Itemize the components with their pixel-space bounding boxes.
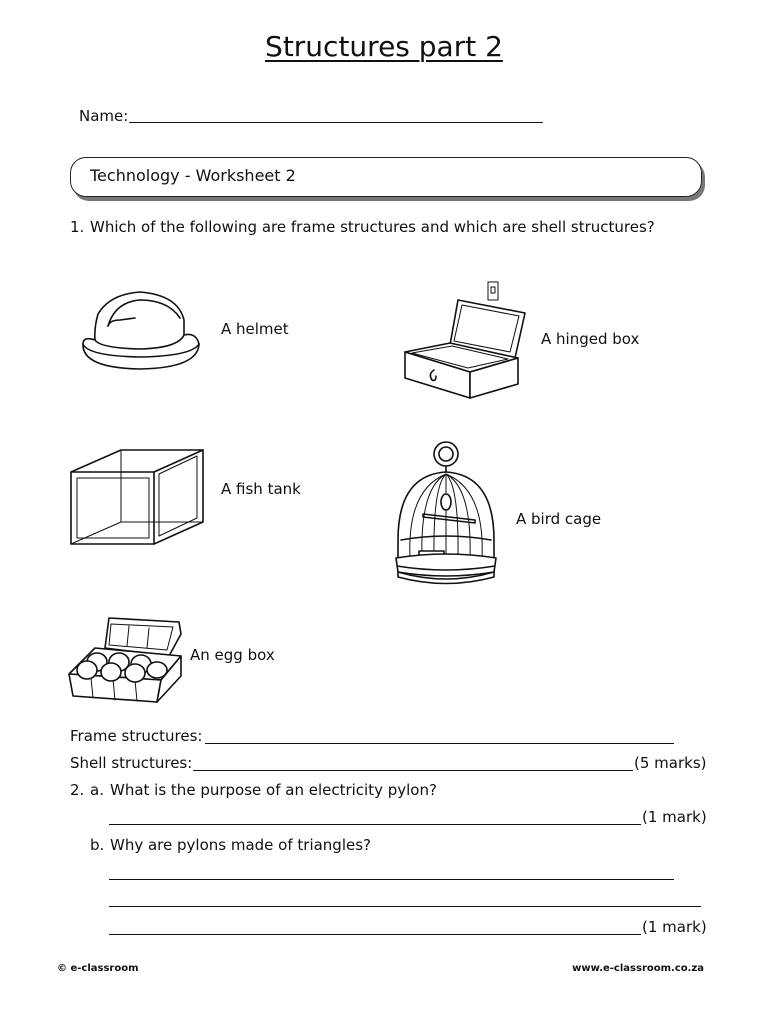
helmet-icon xyxy=(80,290,202,372)
frame-structures-label: Frame structures: xyxy=(70,727,203,745)
name-field[interactable] xyxy=(129,122,543,123)
bird-cage-icon xyxy=(393,440,499,590)
name-label: Name: xyxy=(79,107,129,125)
egg-box-label: An egg box xyxy=(190,646,275,664)
q2a-answer-line[interactable] xyxy=(109,824,641,825)
hinged-box-label: A hinged box xyxy=(541,330,640,348)
q2b-letter: b. xyxy=(90,836,105,854)
shell-structures-answer-line[interactable] xyxy=(193,770,633,771)
frame-structures-answer-line[interactable] xyxy=(205,743,674,744)
q2b-answer-line-1[interactable] xyxy=(109,879,674,880)
fish-tank-icon xyxy=(69,448,206,546)
q2b-answer-line-3[interactable] xyxy=(109,934,641,935)
q1-marks: (5 marks) xyxy=(634,754,707,772)
footer-website: www.e-classroom.co.za xyxy=(572,963,704,974)
footer-copyright: © e-classroom xyxy=(57,963,139,974)
q2b-marks: (1 mark) xyxy=(642,918,707,936)
q2b-text: Why are pylons made of triangles? xyxy=(110,836,371,854)
q2-number: 2. xyxy=(70,781,85,799)
egg-box-icon xyxy=(67,612,185,704)
helmet-label: A helmet xyxy=(221,320,289,338)
page-title: Structures part 2 xyxy=(265,30,503,63)
q2b-answer-line-2[interactable] xyxy=(109,906,701,907)
hinged-box-icon xyxy=(400,280,535,402)
q1-text: Which of the following are frame structures and which are shell structures? xyxy=(90,218,655,236)
q2a-letter: a. xyxy=(90,781,104,799)
worksheet-banner-text: Technology - Worksheet 2 xyxy=(90,166,296,185)
fish-tank-label: A fish tank xyxy=(221,480,301,498)
q1-number: 1. xyxy=(70,218,85,236)
shell-structures-label: Shell structures: xyxy=(70,754,193,772)
q2a-marks: (1 mark) xyxy=(642,808,707,826)
bird-cage-label: A bird cage xyxy=(516,510,602,528)
worksheet-banner xyxy=(70,157,702,197)
q2a-text: What is the purpose of an electricity pylon? xyxy=(110,781,437,799)
